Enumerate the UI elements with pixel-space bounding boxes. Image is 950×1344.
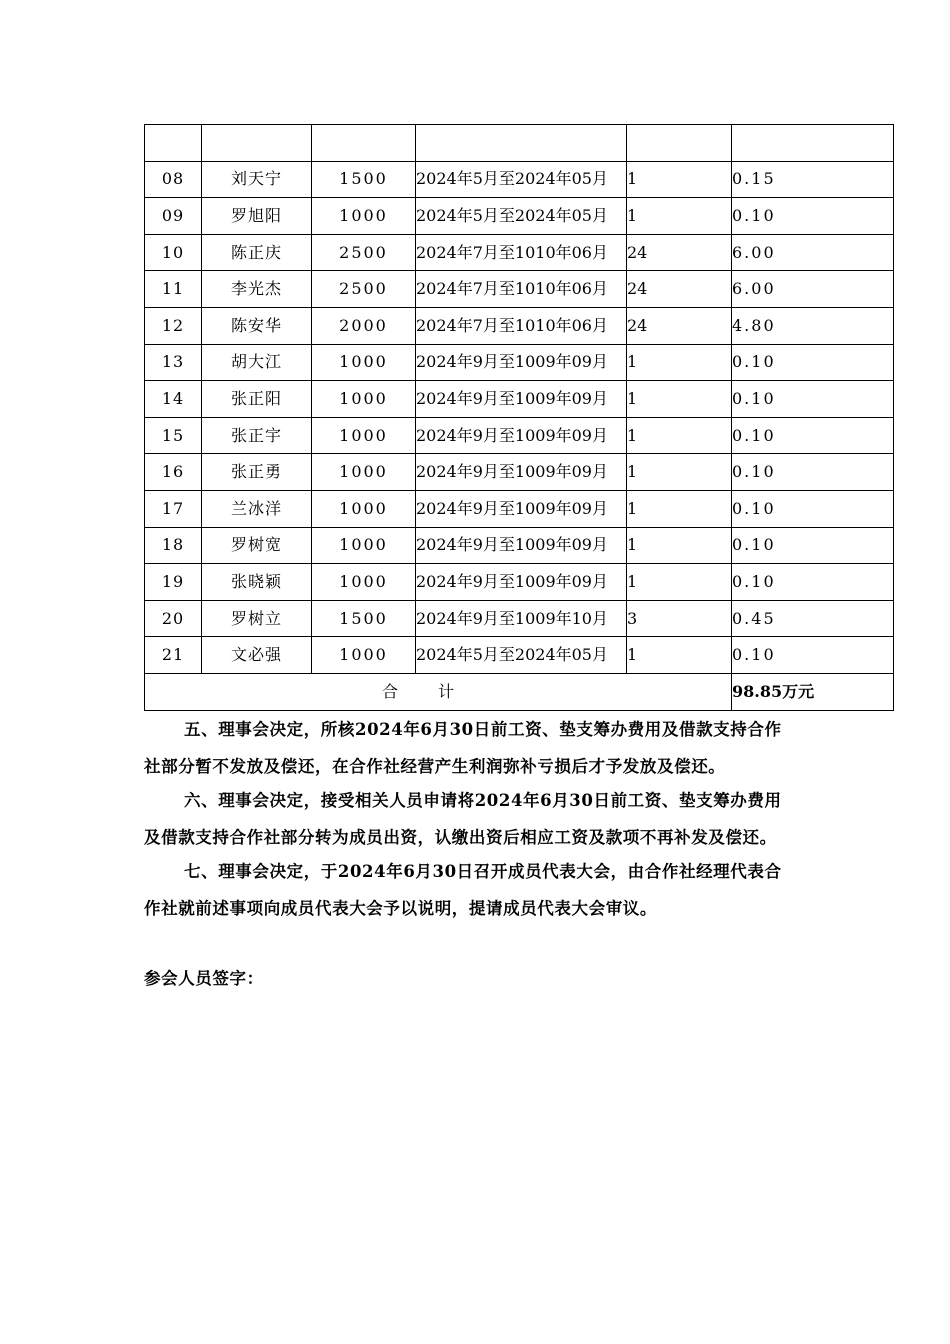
- month-count: 3: [627, 600, 732, 637]
- member-name: 张正勇: [202, 454, 312, 491]
- row-number: 18: [145, 527, 202, 564]
- row-number: 09: [145, 198, 202, 235]
- monthly-amount: 1000: [312, 454, 416, 491]
- member-name: 兰冰洋: [202, 490, 312, 527]
- subtotal-value: 6.00: [732, 271, 894, 308]
- total-label: 合计: [145, 673, 732, 710]
- subtotal-value: 0.10: [732, 381, 894, 418]
- pay-period: 2024年9月至1009年10月: [416, 600, 627, 637]
- row-number: 08: [145, 161, 202, 198]
- subtotal-value: 4.80: [732, 307, 894, 344]
- subtotal-value: 0.10: [732, 527, 894, 564]
- monthly-amount: 1500: [312, 161, 416, 198]
- row-number: 21: [145, 637, 202, 674]
- table-row: [145, 490, 894, 527]
- member-name: 刘天宁: [202, 161, 312, 198]
- monthly-amount: 1000: [312, 564, 416, 601]
- subtotal-value: [732, 125, 894, 162]
- resolution-six-line-1: 六、理事会决定，接受相关人员申请将2024年6月30日前工资、垫支筹办费用: [184, 791, 782, 810]
- pay-period: 2024年9月至1009年09月: [416, 344, 627, 381]
- subtotal-value: 0.45: [732, 600, 894, 637]
- payment-table-body: [145, 125, 894, 674]
- member-name: 罗树宽: [202, 527, 312, 564]
- pay-period: [416, 125, 627, 162]
- member-name: 张正宇: [202, 417, 312, 454]
- member-name: 陈正庆: [202, 234, 312, 271]
- member-name: 罗树立: [202, 600, 312, 637]
- row-number: 14: [145, 381, 202, 418]
- resolution-seven-line-2: 作社就前述事项向成员代表大会予以说明，提请成员代表大会审议。: [144, 899, 657, 918]
- pay-period: 2024年9月至1009年09月: [416, 564, 627, 601]
- monthly-amount: 1000: [312, 381, 416, 418]
- row-number: 20: [145, 600, 202, 637]
- resolution-seven-line-1: 七、理事会决定，于2024年6月30日召开成员代表大会，由合作社经理代表合: [184, 862, 782, 881]
- subtotal-value: 0.10: [732, 454, 894, 491]
- month-count: 24: [627, 307, 732, 344]
- pay-period: 2024年7月至1010年06月: [416, 271, 627, 308]
- month-count: 1: [627, 564, 732, 601]
- subtotal-value: 0.10: [732, 198, 894, 235]
- row-number: 17: [145, 490, 202, 527]
- monthly-amount: 1000: [312, 637, 416, 674]
- table-row: [145, 198, 894, 235]
- total-row: [145, 673, 894, 710]
- monthly-amount: 1000: [312, 417, 416, 454]
- monthly-amount: 1000: [312, 344, 416, 381]
- table-row: [145, 307, 894, 344]
- row-number: 16: [145, 454, 202, 491]
- table-row: [145, 161, 894, 198]
- member-name: 陈安华: [202, 307, 312, 344]
- monthly-amount: [312, 125, 416, 162]
- table-row: [145, 454, 894, 491]
- table-row: [145, 600, 894, 637]
- row-number: [145, 125, 202, 162]
- table-row: [145, 234, 894, 271]
- row-number: 15: [145, 417, 202, 454]
- resolution-six-line-2: 及借款支持合作社部分转为成员出资，认缴出资后相应工资及款项不再补发及偿还。: [144, 828, 777, 847]
- resolution-seven: [144, 853, 872, 927]
- pay-period: 2024年7月至1010年06月: [416, 234, 627, 271]
- row-number: 11: [145, 271, 202, 308]
- member-name: 李光杰: [202, 271, 312, 308]
- pay-period: 2024年5月至2024年05月: [416, 637, 627, 674]
- total-value: 98.85万元: [732, 673, 894, 710]
- row-number: 13: [145, 344, 202, 381]
- month-count: 1: [627, 198, 732, 235]
- resolution-five-line-1: 五、理事会决定，所核2024年6月30日前工资、垫支筹办费用及借款支持合作: [184, 720, 782, 739]
- monthly-amount: 1000: [312, 198, 416, 235]
- row-number: 19: [145, 564, 202, 601]
- pay-period: 2024年9月至1009年09月: [416, 381, 627, 418]
- monthly-amount: 1500: [312, 600, 416, 637]
- monthly-amount: 1000: [312, 490, 416, 527]
- table-row: [145, 527, 894, 564]
- pay-period: 2024年9月至1009年09月: [416, 454, 627, 491]
- member-name: 胡大江: [202, 344, 312, 381]
- monthly-amount: 1000: [312, 527, 416, 564]
- payment-table: [144, 124, 894, 711]
- pay-period: 2024年9月至1009年09月: [416, 527, 627, 564]
- pay-period: 2024年7月至1010年06月: [416, 307, 627, 344]
- subtotal-value: 0.10: [732, 417, 894, 454]
- month-count: 1: [627, 417, 732, 454]
- month-count: 1: [627, 490, 732, 527]
- pay-period: 2024年5月至2024年05月: [416, 161, 627, 198]
- month-count: [627, 125, 732, 162]
- subtotal-value: 0.10: [732, 344, 894, 381]
- resolution-five-line-2: 社部分暂不发放及偿还，在合作社经营产生利润弥补亏损后才予发放及偿还。: [144, 757, 726, 776]
- month-count: 1: [627, 454, 732, 491]
- month-count: 1: [627, 381, 732, 418]
- member-name: 罗旭阳: [202, 198, 312, 235]
- row-number: 12: [145, 307, 202, 344]
- monthly-amount: 2000: [312, 307, 416, 344]
- table-row: [145, 417, 894, 454]
- subtotal-value: 6.00: [732, 234, 894, 271]
- member-name: 张晓颖: [202, 564, 312, 601]
- month-count: 1: [627, 637, 732, 674]
- subtotal-value: 0.10: [732, 490, 894, 527]
- table-row: [145, 271, 894, 308]
- month-count: 1: [627, 161, 732, 198]
- subtotal-value: 0.10: [732, 564, 894, 601]
- row-number: 10: [145, 234, 202, 271]
- month-count: 24: [627, 234, 732, 271]
- table-row: [145, 344, 894, 381]
- signature-label: 参会人员签字：: [144, 969, 264, 988]
- pay-period: 2024年5月至2024年05月: [416, 198, 627, 235]
- pay-period: 2024年9月至1009年09月: [416, 417, 627, 454]
- resolution-six: [144, 782, 872, 856]
- member-name: [202, 125, 312, 162]
- table-row: [145, 381, 894, 418]
- table-row: [145, 564, 894, 601]
- pay-period: 2024年9月至1009年09月: [416, 490, 627, 527]
- monthly-amount: 2500: [312, 234, 416, 271]
- month-count: 1: [627, 344, 732, 381]
- subtotal-value: 0.10: [732, 637, 894, 674]
- subtotal-value: 0.15: [732, 161, 894, 198]
- monthly-amount: 2500: [312, 271, 416, 308]
- resolution-five: [144, 711, 872, 785]
- month-count: 24: [627, 271, 732, 308]
- member-name: 文必强: [202, 637, 312, 674]
- table-row: [145, 637, 894, 674]
- month-count: 1: [627, 527, 732, 564]
- table-row: [145, 125, 894, 162]
- member-name: 张正阳: [202, 381, 312, 418]
